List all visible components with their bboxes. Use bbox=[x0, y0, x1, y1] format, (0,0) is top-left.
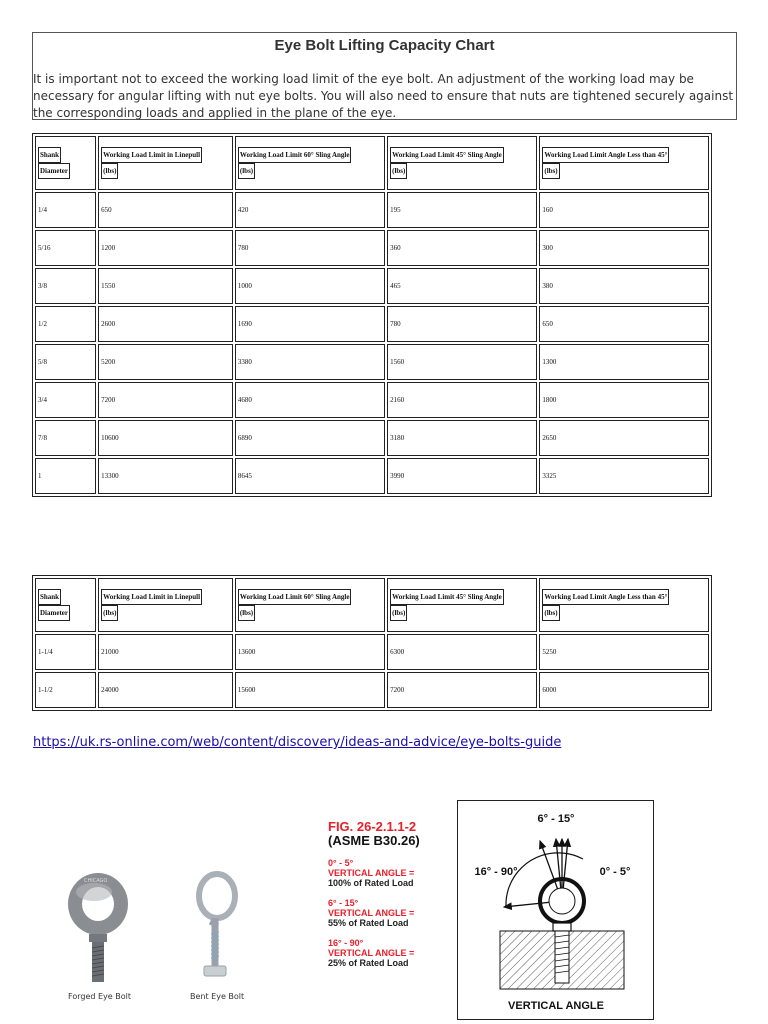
table-header-text: Working Load Limit 45° Sling Angle bbox=[390, 589, 504, 605]
table-header-cell bbox=[35, 578, 96, 632]
fig-item-range: 6° - 15° bbox=[328, 898, 359, 908]
fig-title: FIG. 26-2.1.1-2 bbox=[328, 819, 417, 834]
table-row bbox=[35, 306, 709, 342]
table-cell: 1690 bbox=[235, 306, 385, 342]
table-row bbox=[35, 192, 709, 228]
table-header-cell bbox=[35, 136, 96, 190]
table-header-text: (lbs) bbox=[101, 605, 118, 621]
table-cell: 1 bbox=[35, 458, 96, 494]
table-cell: 780 bbox=[235, 230, 385, 266]
fig-item-1 bbox=[328, 858, 448, 888]
table-cell: 3/4 bbox=[35, 382, 96, 418]
capacity-table-2 bbox=[32, 575, 712, 711]
diagram-bottom-label: VERTICAL ANGLE bbox=[508, 1000, 604, 1012]
table-cell: 7200 bbox=[387, 672, 537, 708]
table-cell: 650 bbox=[98, 192, 233, 228]
capacity-table-1 bbox=[32, 133, 712, 497]
fig-item-label: VERTICAL ANGLE = bbox=[328, 908, 415, 918]
eye-bolt-illustration bbox=[32, 862, 284, 1010]
table-cell: 360 bbox=[387, 230, 537, 266]
bent-eye-bolt-caption: Bent Eye Bolt bbox=[190, 992, 245, 1001]
table-cell: 6890 bbox=[235, 420, 385, 456]
table-header-text: (lbs) bbox=[542, 163, 559, 179]
table-cell: 3380 bbox=[235, 344, 385, 380]
table-header-text: Shank bbox=[38, 147, 61, 163]
table-header-row bbox=[35, 578, 709, 632]
fig-subtitle: (ASME B30.26) bbox=[328, 833, 420, 848]
table-cell: 3325 bbox=[539, 458, 709, 494]
table-header-text: Diameter bbox=[38, 163, 70, 179]
table-header-text: Shank bbox=[38, 589, 61, 605]
table-header-cell bbox=[387, 136, 537, 190]
table-cell: 4680 bbox=[235, 382, 385, 418]
table-header-text: Working Load Limit in Linepull bbox=[101, 589, 202, 605]
table-row bbox=[35, 458, 709, 494]
table-cell: 7200 bbox=[98, 382, 233, 418]
table-row bbox=[35, 382, 709, 418]
table-header-text: (lbs) bbox=[238, 605, 255, 621]
table-row bbox=[35, 230, 709, 266]
table-row bbox=[35, 268, 709, 304]
table-cell: 3990 bbox=[387, 458, 537, 494]
table-cell: 465 bbox=[387, 268, 537, 304]
table-cell: 5/16 bbox=[35, 230, 96, 266]
table-row bbox=[35, 344, 709, 380]
table-cell: 300 bbox=[539, 230, 709, 266]
intro-text: It is important not to exceed the working load limit of the eye bolt. An adjustment of the working load may be necessary for angular lifting with nut eye bolts. You will also need to ensure that nuts are tightened securely against the corresponding loads and applied in the plane of the eye. bbox=[33, 72, 734, 120]
table-header-cell bbox=[539, 578, 709, 632]
table-cell: 6300 bbox=[387, 634, 537, 670]
table-header-cell bbox=[539, 136, 709, 190]
table-cell: 1/4 bbox=[35, 192, 96, 228]
table-cell: 8645 bbox=[235, 458, 385, 494]
diagram-left-label: 16° - 90° bbox=[474, 866, 518, 878]
table-header-text: (lbs) bbox=[238, 163, 255, 179]
table-cell: 1/2 bbox=[35, 306, 96, 342]
fig-legend bbox=[328, 820, 448, 1010]
table-header-text: Working Load Limit 60° Sling Angle bbox=[238, 147, 352, 163]
angle-diagram-svg bbox=[458, 801, 652, 1018]
table-cell: 1300 bbox=[539, 344, 709, 380]
table-header-text: Working Load Limit Angle Less than 45° bbox=[542, 589, 669, 605]
fig-item-range: 0° - 5° bbox=[328, 858, 354, 868]
diagram-top-label: 6° - 15° bbox=[537, 813, 575, 825]
table-cell: 13300 bbox=[98, 458, 233, 494]
table-cell: 15600 bbox=[235, 672, 385, 708]
fig-item-value: 100% of Rated Load bbox=[328, 878, 414, 888]
table-cell: 5200 bbox=[98, 344, 233, 380]
table-cell: 24000 bbox=[98, 672, 233, 708]
table-cell: 160 bbox=[539, 192, 709, 228]
table-cell: 1550 bbox=[98, 268, 233, 304]
table-header-text: (lbs) bbox=[542, 605, 559, 621]
table-header-text: (lbs) bbox=[390, 605, 407, 621]
table-cell: 1000 bbox=[235, 268, 385, 304]
table-header-text: Diameter bbox=[38, 605, 70, 621]
table-header-cell bbox=[98, 136, 233, 190]
forged-eye-bolt-caption: Forged Eye Bolt bbox=[68, 992, 131, 1001]
table-header-text: (lbs) bbox=[390, 163, 407, 179]
table-cell: 1-1/2 bbox=[35, 672, 96, 708]
table-header-text: (lbs) bbox=[101, 163, 118, 179]
table-cell: 1800 bbox=[539, 382, 709, 418]
table-cell: 2600 bbox=[98, 306, 233, 342]
table-header-cell bbox=[235, 136, 385, 190]
table-cell: 2160 bbox=[387, 382, 537, 418]
vertical-angle-diagram bbox=[457, 800, 654, 1020]
table-cell: 650 bbox=[539, 306, 709, 342]
table-header-text: Working Load Limit 45° Sling Angle bbox=[390, 147, 504, 163]
table-cell: 7/8 bbox=[35, 420, 96, 456]
table-cell: 3180 bbox=[387, 420, 537, 456]
table-row bbox=[35, 420, 709, 456]
table-cell: 10600 bbox=[98, 420, 233, 456]
forged-stamp: CHICAGO bbox=[84, 878, 108, 884]
table-row bbox=[35, 672, 709, 708]
source-link[interactable]: https://uk.rs-online.com/web/content/discovery/ideas-and-advice/eye-bolts-guide bbox=[33, 735, 562, 750]
header-box bbox=[32, 32, 737, 120]
table-cell: 195 bbox=[387, 192, 537, 228]
table-header-text: Working Load Limit 60° Sling Angle bbox=[238, 589, 352, 605]
fig-item-2 bbox=[328, 898, 448, 928]
table-header-cell bbox=[387, 578, 537, 632]
table-header-row bbox=[35, 136, 709, 190]
table-cell: 5/8 bbox=[35, 344, 96, 380]
table-cell: 1560 bbox=[387, 344, 537, 380]
fig-item-value: 55% of Rated Load bbox=[328, 918, 409, 928]
fig-item-value: 25% of Rated Load bbox=[328, 958, 409, 968]
fig-item-range: 16° - 90° bbox=[328, 938, 364, 948]
fig-item-label: VERTICAL ANGLE = bbox=[328, 948, 415, 958]
table-header-text: Working Load Limit in Linepull bbox=[101, 147, 202, 163]
fig-item-label: VERTICAL ANGLE = bbox=[328, 868, 415, 878]
table-cell: 21000 bbox=[98, 634, 233, 670]
table-row bbox=[35, 634, 709, 670]
table-cell: 3/8 bbox=[35, 268, 96, 304]
table-cell: 380 bbox=[539, 268, 709, 304]
table-cell: 13600 bbox=[235, 634, 385, 670]
table-cell: 2650 bbox=[539, 420, 709, 456]
table-header-cell bbox=[98, 578, 233, 632]
diagram-right-label: 0° - 5° bbox=[599, 866, 631, 878]
table-cell: 5250 bbox=[539, 634, 709, 670]
table-cell: 1-1/4 bbox=[35, 634, 96, 670]
fig-item-3 bbox=[328, 938, 448, 968]
table-cell: 6000 bbox=[539, 672, 709, 708]
page-title: Eye Bolt Lifting Capacity Chart bbox=[274, 37, 495, 54]
eye-bolt-photos bbox=[32, 862, 284, 1010]
table-header-text: Working Load Limit Angle Less than 45° bbox=[542, 147, 669, 163]
table-cell: 780 bbox=[387, 306, 537, 342]
table-header-cell bbox=[235, 578, 385, 632]
table-cell: 420 bbox=[235, 192, 385, 228]
table-cell: 1200 bbox=[98, 230, 233, 266]
